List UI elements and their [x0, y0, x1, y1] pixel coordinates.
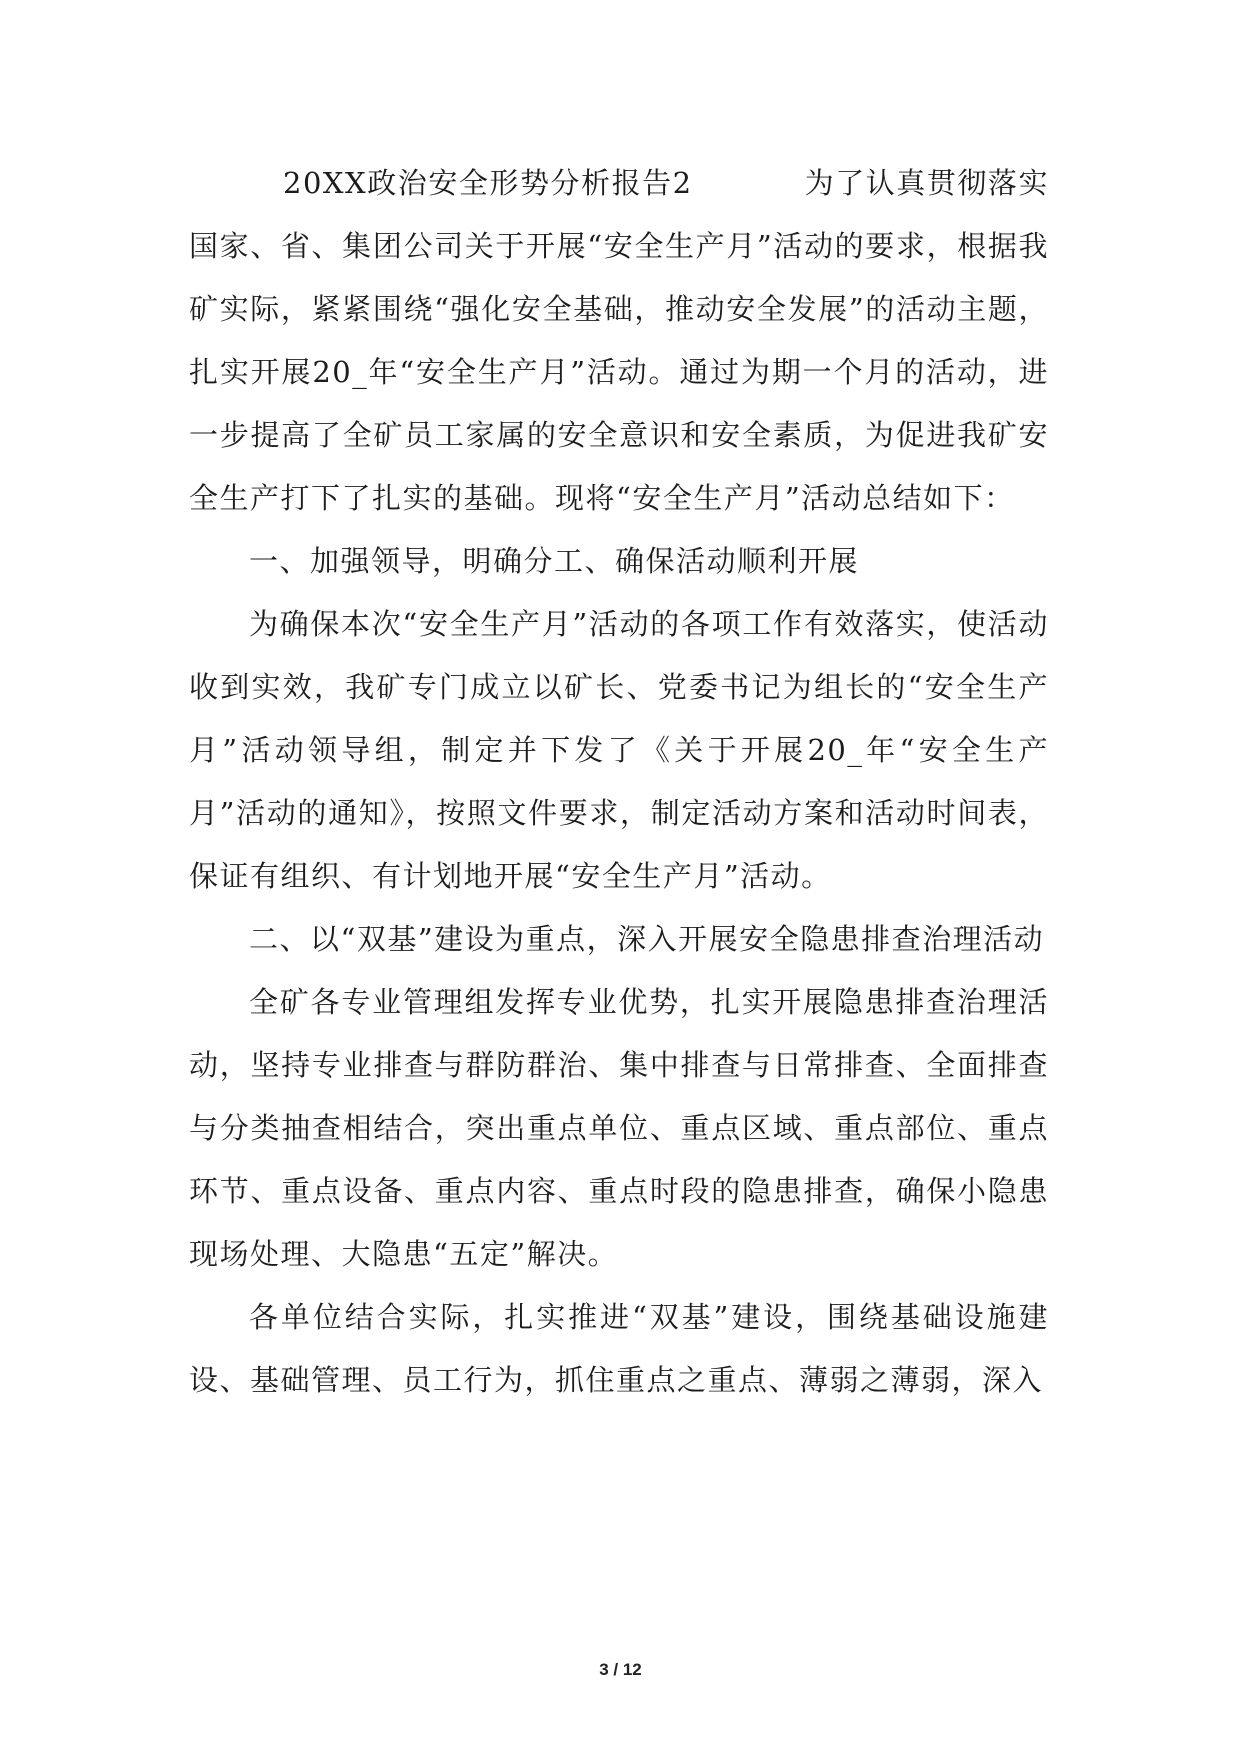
document-body	[189, 152, 1049, 1412]
page-number: 3 / 12	[599, 1660, 642, 1679]
section-2-heading: 二、以“双基”建设为重点，深入开展安全隐患排查治理活动	[249, 922, 1045, 956]
section-2-paragraph-1: 全矿各专业管理组发挥专业优势，扎实开展隐患排查治理活动，坚持专业排查与群防群治、集中排查与日常排查、全面排查与分类抽查相结合，突出重点单位、重点区域、重点部位、重点环节、重点设备、重点内容、重点时段的隐患排查，确保小隐患现场处理、大隐患“五定”解决。	[189, 985, 1049, 1271]
document-title: 20XX政治安全形势分析报告2	[283, 166, 693, 200]
section-1-heading: 一、加强领导，明确分工、确保活动顺利开展	[249, 544, 860, 578]
section-1-paragraph: 为确保本次“安全生产月”活动的各项工作有效落实，使活动收到实效，我矿专门成立以矿长、党委书记为组长的“安全生产月”活动领导组，制定并下发了《关于开展20_年“安全生产月”活动的通知》，按照文件要求，制定活动方案和活动时间表，保证有组织、有计划地开展“安全生产月”活动。	[189, 607, 1049, 893]
intro-paragraph: 为了认真贯彻落实国家、省、集团公司关于开展“安全生产月”活动的要求，根据我矿实际，紧紧围绕“强化安全基础，推动安全发展”的活动主题，扎实开展20_年“安全生产月”活动。通过为期一个月的活动，进一步提高了全矿员工家属的安全意识和安全素质，为促进我矿安全生产打下了扎实的基础。现将“安全生产月”活动总结如下：	[189, 166, 1049, 515]
section-2-paragraph-2: 各单位结合实际，扎实推进“双基”建设，围绕基础设施建设、基础管理、员工行为，抓住重点之重点、薄弱之薄弱，深入	[189, 1300, 1049, 1397]
title-and-intro-paragraph	[189, 152, 1049, 530]
